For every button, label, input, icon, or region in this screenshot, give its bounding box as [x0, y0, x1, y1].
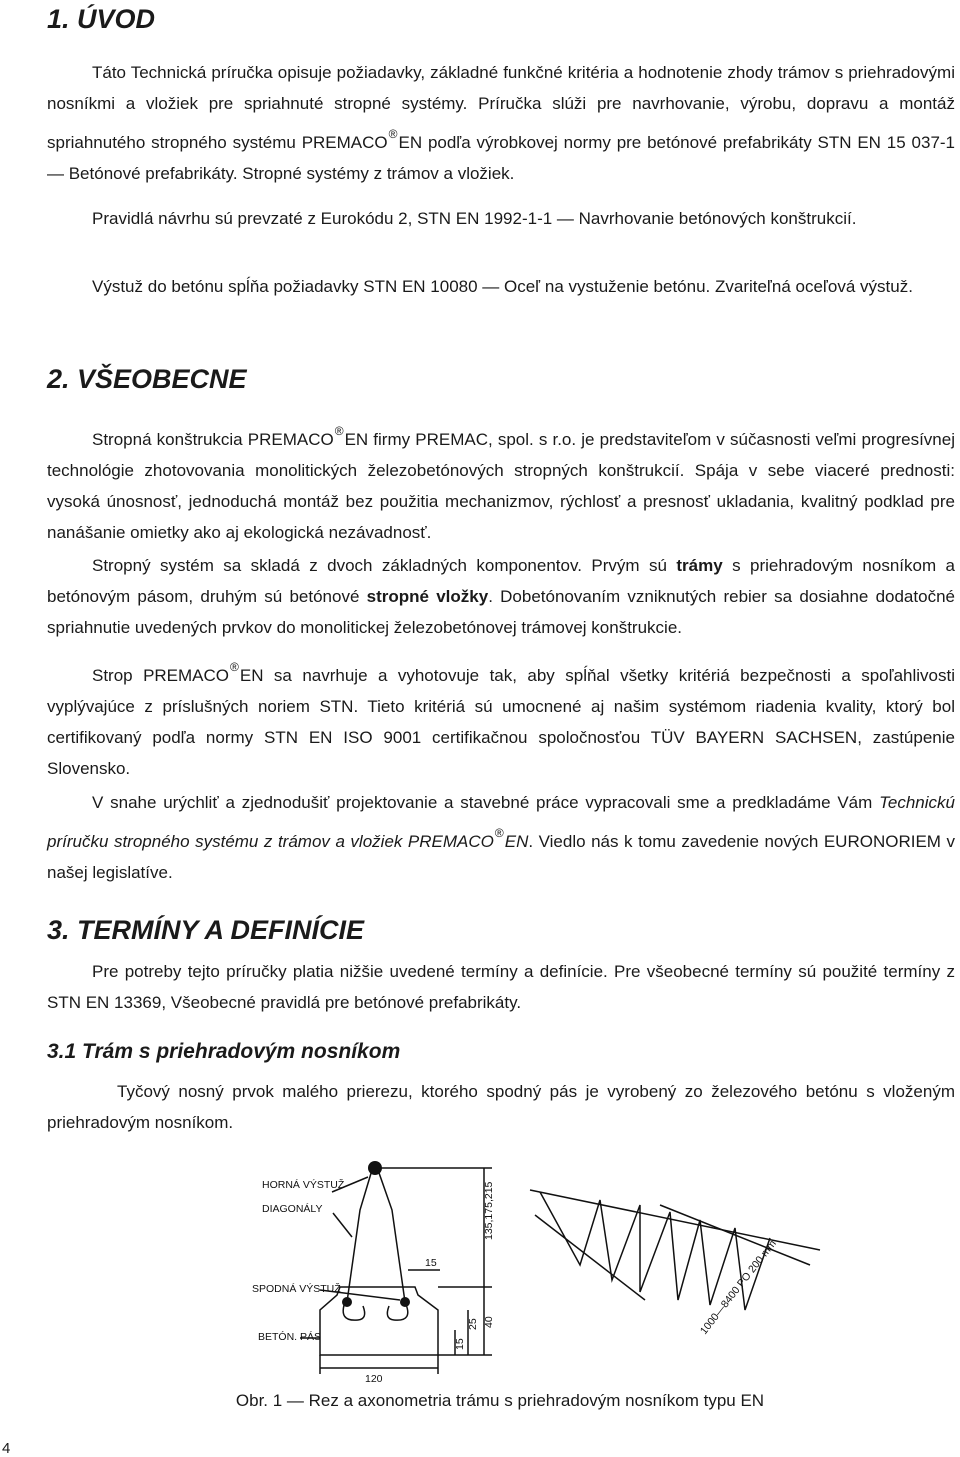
section-title-uvod: 1. ÚVOD: [47, 4, 156, 34]
dim-15a: 15: [425, 1257, 437, 1269]
axo-bottom-chord-back: [660, 1205, 810, 1265]
registered-mark: ®: [494, 826, 504, 840]
section-title-vseobecne: 2. VŠEOBECNE: [47, 364, 247, 394]
intro-text-a: Táto Technická príručka opisuje požiadavky, základné funkčné kritéria a hodnotenie zhody trámov s priehradovými nosníkmi a vložiek pre spriahnuté stropné systémy. Príručka slúži pre navrhovanie, výrobu, dopravu a montáž spriahnutého stropného systému PREMACO: [47, 63, 955, 152]
section-title-terminy: 3. TERMÍNY A DEFINÍCIE: [47, 915, 365, 945]
general-paragraph-2: [47, 550, 955, 643]
general-2-bold-beams: trámy: [676, 556, 723, 575]
figure-caption: Obr. 1 — Rez a axonometria trámu s priehradovým nosníkom typu EN: [235, 1391, 765, 1410]
general-2-text-a: Stropný systém sa skladá z dvoch základných komponentov. Prvým sú: [92, 556, 677, 575]
general-4-text-d: . Viedlo nás k tomu zavedenie nových EURONORIEM v našej legislatíve.: [47, 832, 955, 882]
axo-bottom-chord-front: [535, 1215, 645, 1300]
bottom-rebar-left: [342, 1297, 352, 1307]
beam-figure: [0, 1140, 960, 1390]
design-rules-paragraph: [47, 203, 955, 234]
subsection-title-beam: 3.1 Trám s priehradovým nosníkom: [47, 1040, 401, 1063]
general-1-text-a: Stropná konštrukcia PREMACO: [92, 430, 334, 449]
dim-width: 120: [365, 1373, 383, 1385]
leader-diagonals: [333, 1213, 352, 1237]
general-paragraph-4: [47, 787, 955, 888]
reinforcement-paragraph: [47, 271, 955, 302]
general-2-bold-blocks: stropné vložky: [366, 587, 489, 606]
general-4-text-a: V snahe urýchliť a zjednodušiť projektovanie a stavebné práce vypracovali sme a predkladáme Vám: [92, 793, 880, 812]
terms-paragraph: [47, 956, 955, 1018]
dim-height-options: 135,175,215: [483, 1181, 495, 1240]
general-3-text-b: EN sa navrhuje a vyhotovuje tak, aby spĺňal všetky kritériá bezpečnosti a spoľahlivosti vyplývajúce z príslušných noriem STN. Tieto kritériá sú umocnené aj našim systémom riadenia kvality, ktorý bol certifikovaný podľa normy STN EN ISO 9001 certifikačnou spoločnosťou TÜV BAYERN SACHSEN, zastúpenie Slovensko.: [47, 666, 955, 778]
terms-text: Pre potreby tejto príručky platia nižšie uvedené termíny a definície. Pre všeobecné termíny sú použité termíny z STN EN 13369, Všeobecné pravidlá pre betónové prefabrikáty.: [47, 962, 955, 1012]
design-rules-text: Pravidlá návrhu sú prevzaté z Eurokódu 2, STN EN 1992-1-1 — Navrhovanie betónových konštrukcií.: [92, 209, 857, 228]
general-2-text-e: . Dobetónovaním vzniknutých rebier sa dosiahne dodatočné spriahnutie uvedených prvkov do monolitickej železobetónovej trámovej konštrukcie.: [47, 587, 955, 637]
label-top-chord: HORNÁ VÝSTUŽ: [262, 1179, 345, 1191]
registered-mark: ®: [230, 660, 239, 674]
axo-top-chord: [530, 1190, 820, 1250]
beam-definition-text: Tyčový nosný prvok malého prierezu, ktorého spodný pás je vyrobený zo železového betónu s vloženým priehradovým nosníkom.: [47, 1082, 955, 1132]
registered-mark: ®: [334, 424, 344, 438]
label-diagonals: DIAGONÁLY: [262, 1203, 323, 1215]
page-number: 4: [2, 1440, 11, 1457]
general-1-text-b: EN firmy PREMAC, spol. s r.o. je predstaviteľom v súčasnosti veľmi progresívnej technológie zhotovovania monolitických železobetónových stropných konštrukcií. Spája v sebe viaceré prednosti: vysoká únosnosť, jednoduchá montáž bez použitia mechanizmov, rýchlosť a presnosť ukladania, kvalitný podklad pre nanášanie omietky ako aj ekologická nezávadnosť.: [47, 430, 955, 542]
general-2-text-c: s priehradovým nosníkom a betónovým pásom, druhým sú betónové: [47, 556, 956, 606]
intro-paragraph: [47, 57, 955, 189]
beam-definition-paragraph: [47, 1076, 955, 1138]
dim-length: 1000—8400 PO 200 mm: [697, 1237, 779, 1337]
bottom-rebar-right: [400, 1297, 410, 1307]
general-3-text-a: Strop PREMACO: [92, 666, 230, 685]
dim-40: 40: [483, 1316, 495, 1328]
reinforcement-text: Výstuž do betónu spĺňa požiadavky STN EN 10080 — Oceľ na vystuženie betónu. Zvariteľná oceľová výstuž.: [92, 277, 913, 296]
label-concrete-strip: BETÓN. PÁS: [258, 1331, 322, 1343]
label-bottom-rebar: SPODNÁ VÝSTUŽ: [252, 1283, 341, 1295]
top-chord-rebar: [368, 1161, 382, 1175]
registered-mark: ®: [388, 127, 398, 141]
truss-diagonal-right: [378, 1170, 405, 1302]
dim-25: 25: [467, 1318, 479, 1330]
general-4-italic-title: Technickú príručku stropného systému z trámov a vložiek PREMACO: [47, 793, 955, 851]
general-paragraph-1: [47, 416, 955, 548]
general-4-italic-en: EN: [504, 832, 529, 851]
intro-text-b: EN podľa výrobkovej normy pre betónové prefabrikáty STN EN 15 037-1 — Betónové prefabrikáty. Stropné systémy z trámov a vložiek.: [47, 133, 956, 183]
general-paragraph-3: [47, 652, 955, 784]
dim-15b: 15: [454, 1338, 466, 1350]
